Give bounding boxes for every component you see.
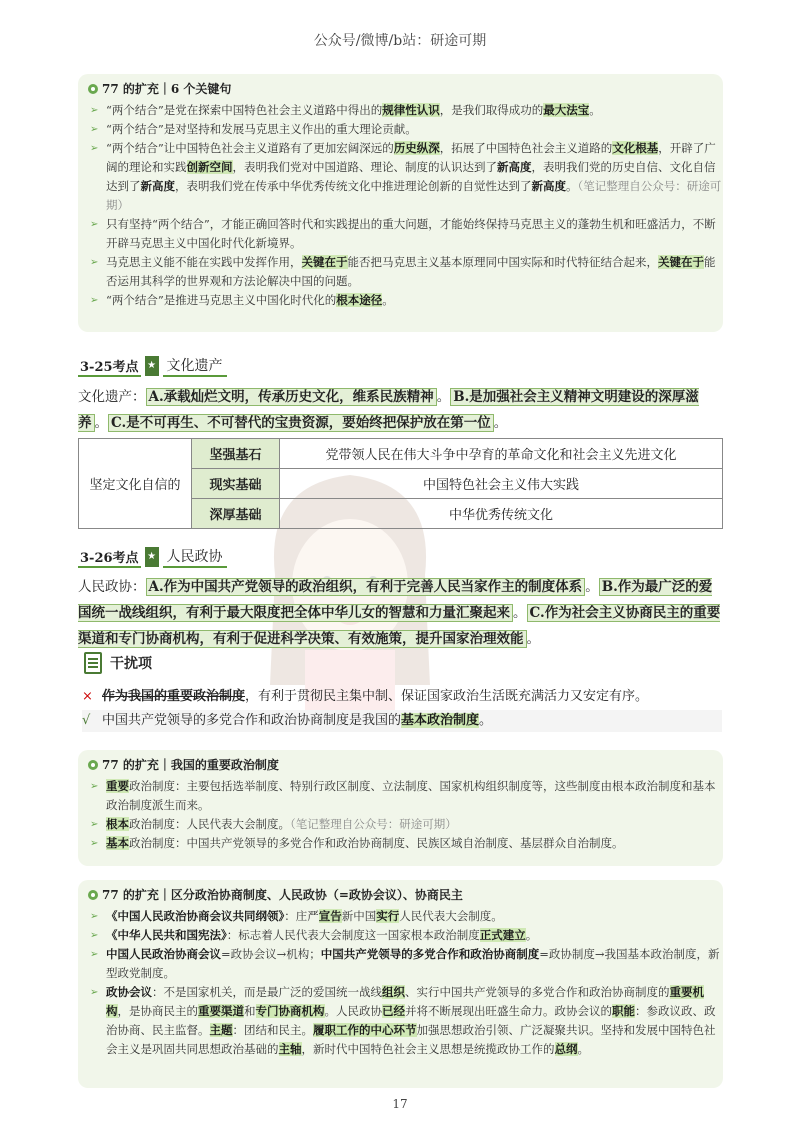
bullet-item — [90, 120, 723, 139]
table-cell-label: 现实基础 — [192, 469, 280, 499]
text-run: 。 — [382, 293, 394, 307]
text-run: 。人民政协 — [324, 1004, 382, 1018]
text-run: 并将不断展现出旺盛生命力。政协会议的 — [405, 1004, 612, 1018]
section-name: 文化遗产 — [163, 355, 227, 377]
highlighted-text: 根本途径 — [336, 293, 383, 307]
cppcc-paragraph — [78, 574, 723, 652]
wrong-statement-text — [102, 689, 648, 704]
location-pin-icon — [88, 84, 98, 94]
text-run: 。 — [585, 579, 599, 595]
section-name: 人民政协 — [163, 546, 227, 568]
highlighted-text: 重要机构 — [106, 985, 704, 1018]
text-run: 。 — [589, 103, 601, 117]
text-run: ：参政议政、政治协商、民主监督。 — [106, 1004, 716, 1037]
highlighted-text: 主轴 — [278, 1042, 302, 1056]
bullet-item — [90, 926, 723, 945]
highlighted-text: 组织 — [382, 985, 405, 999]
text-run: “两个结合”让中国特色社会主义道路有了更加宏阔深远的 — [106, 141, 394, 155]
highlighted-text: 文化根基 — [612, 141, 659, 155]
text-run: 能否运用其科学的世界观和方法论解决中国的问题。 — [106, 255, 716, 288]
highlighted-text: 实行 — [376, 909, 400, 923]
section-tag: 3-25考点 — [78, 356, 141, 377]
text-run: 能否把马克思主义基本原理同中国实际和时代特征结合起来， — [347, 255, 658, 269]
highlighted-text: 履职工作的中心环节 — [313, 1023, 417, 1037]
bold-text: 新高度 — [531, 179, 566, 193]
box-title — [88, 756, 723, 773]
page-header: 公众号/微博/b站：研途可期 — [313, 33, 487, 49]
boxed-key-point: A.承载灿烂文明，传承历史文化，维系民族精神 — [146, 388, 437, 406]
bold-text: 《中华人民共和国宪法》 — [106, 928, 227, 942]
distractor-title: 干扰项 — [110, 656, 152, 672]
box-title — [88, 886, 723, 903]
table-cell-value: 中国特色社会主义伟大实践 — [280, 469, 723, 499]
cultural-confidence-table — [78, 438, 723, 529]
text-run: 中国共产党领导的多党合作和政治协商制度是我国的 — [102, 713, 402, 728]
text-run: 人民政协： — [78, 579, 146, 595]
highlighted-text: 职能 — [612, 1004, 635, 1018]
text-run: ，表明我们党对中国道路、理论、制度的认识达到了 — [232, 160, 497, 174]
text-run: ，新时代中国特色社会主义思想是统揽政协工作的 — [301, 1042, 555, 1056]
text-run: 政治制度：主要包括选举制度、特别行政区制度、立法制度、国家机构组织制度等，这些制度由根本政治制度和基本政治制度派生而来。 — [106, 779, 716, 812]
text-run: =政协制度→我国基本政治制度，新型政党制度。 — [106, 947, 720, 980]
check-icon: √ — [82, 713, 91, 728]
star-icon: ★ — [145, 356, 159, 376]
wrong-statement — [82, 686, 722, 708]
text-run: 、实行中国共产党领导的多党合作和政治协商制度的 — [405, 985, 670, 999]
page-number: 17 — [392, 1097, 408, 1111]
highlighted-text: 关键在于 — [301, 255, 348, 269]
table-row — [79, 439, 723, 469]
highlighted-text: 总纲 — [554, 1042, 578, 1056]
section-heading-3-25 — [78, 355, 227, 377]
expansion-box-political-systems — [78, 750, 723, 866]
highlighted-text: 规律性认识 — [382, 103, 440, 117]
location-pin-icon — [88, 890, 98, 900]
text-run: 。 — [526, 631, 540, 647]
text-run: “两个结合”是党在探索中国特色社会主义道路中得出的 — [106, 103, 383, 117]
text-run: 。 — [94, 415, 108, 431]
note-text: （笔记整理自公众号：研途可期） — [106, 179, 722, 212]
text-run: 政治制度：中国共产党领导的多党合作和政治协商制度、民族区域自治制度、基层群众自治制度。 — [129, 836, 624, 850]
bullet-item — [90, 777, 723, 815]
text-run: 只有坚持“两个结合”，才能正确回答时代和实践提出的重大问题，才能始终保持马克思主义的蓬勃生机和旺盛活力，不断开辟马克思主义中国化时代化新境界。 — [106, 217, 716, 250]
text-run: =政协会议→机构； — [221, 947, 321, 961]
text-run: ：庄严 — [284, 909, 319, 923]
boxed-key-point: B.是加强社会主义精神文明建设的深厚滋养 — [78, 389, 699, 431]
star-icon: ★ — [145, 547, 159, 567]
box-title-text: 77 的扩充｜区分政治协商制度、人民政协（=政协会议）、协商民主 — [102, 888, 463, 902]
cross-icon: × — [82, 689, 93, 704]
bold-text: 中国人民政治协商会议 — [106, 947, 221, 961]
location-pin-icon — [88, 760, 98, 770]
table-row-header: 坚定文化自信的 — [79, 439, 192, 529]
bold-text: 中国共产党领导的多党合作和政治协商制度 — [320, 947, 540, 961]
highlighted-text: 创新空间 — [186, 160, 233, 174]
text-run: ：不是国家机关，而是最广泛的爱国统一战线 — [152, 985, 382, 999]
text-run: “两个结合”是推进马克思主义中国化时代化的 — [106, 293, 337, 307]
table-cell-value: 党带领人民在伟大斗争中孕育的革命文化和社会主义先进文化 — [280, 439, 723, 469]
bold-text: 《中国人民政治协商会议共同纲领》 — [106, 909, 285, 923]
text-run: ，是我们取得成功的 — [439, 103, 544, 117]
text-run: 。 — [577, 1042, 589, 1056]
table-cell-value: 中华优秀传统文化 — [280, 499, 723, 529]
text-run: 。 — [479, 713, 493, 728]
text-run: 和 — [244, 1004, 256, 1018]
highlighted-text: 主题 — [209, 1023, 233, 1037]
bullet-item — [90, 834, 723, 853]
bullet-item — [90, 907, 723, 926]
table-cell-label: 坚强基石 — [192, 439, 280, 469]
text-run: ，开辟了广阔的理论和实践 — [106, 141, 716, 174]
distractor-heading — [84, 652, 152, 674]
text-run: 马克思主义能不能在实践中发挥作用， — [106, 255, 302, 269]
text-run: 。 — [513, 605, 527, 621]
text-run: ，是协商民主的 — [117, 1004, 198, 1018]
text-run: 文化遗产： — [78, 389, 146, 405]
right-statement — [82, 710, 722, 732]
text-run: 。 — [493, 415, 508, 431]
text-run: 。 — [436, 389, 451, 405]
section-heading-3-26 — [78, 546, 227, 568]
text-run: “两个结合”是对坚持和发展马克思主义作出的重大理论贡献。 — [106, 122, 417, 136]
box-title-text: 77 的扩充｜我国的重要政治制度 — [102, 758, 279, 772]
text-run: ，拓展了中国特色社会主义道路的 — [439, 141, 613, 155]
bold-text: 新高度 — [497, 160, 532, 174]
boxed-key-point: A.作为中国共产党领导的政治组织，有利于完善人民当家作主的制度体系 — [146, 578, 586, 596]
boxed-key-point: C.作为社会主义协商民主的重要渠道和专门协商机构，有利于促进科学决策、有效施策，提升国家治理效能 — [78, 605, 721, 647]
highlighted-text: 已经 — [382, 1004, 405, 1018]
table-cell-label: 深厚基础 — [192, 499, 280, 529]
document-icon — [84, 652, 102, 674]
text-run: ：标志着人民代表大会制度这一国家根本政治制度 — [226, 928, 480, 942]
highlighted-text: 正式建立 — [479, 928, 526, 942]
highlighted-text: 宣告 — [318, 909, 342, 923]
highlighted-text: 根本 — [106, 817, 129, 831]
bullet-item — [90, 983, 723, 1059]
highlighted-text: 基本政治制度 — [401, 713, 480, 728]
box-title — [88, 80, 723, 97]
boxed-key-point: C.是不可再生、不可替代的宝贵资源，要始终把保护放在第一位 — [108, 414, 494, 432]
bullet-list — [78, 101, 723, 310]
highlighted-text: 专门协商机构 — [255, 1004, 325, 1018]
text-run: 加强思想政治引领、广泛凝聚共识。坚持和发展中国特色社会主义是巩固共同思想政治基础的 — [106, 1023, 716, 1056]
highlighted-text: 重要渠道 — [198, 1004, 244, 1018]
bold-text: 政协会议 — [106, 985, 152, 999]
text-run: ，表明我们党的历史自信、文化自信达到了 — [106, 160, 716, 193]
section-tag: 3-26考点 — [78, 547, 141, 568]
text-run: 。 — [566, 179, 578, 193]
bold-text: 新高度 — [140, 179, 175, 193]
cultural-heritage-paragraph — [78, 384, 723, 436]
highlighted-text: 基本 — [106, 836, 129, 850]
bullet-item — [90, 291, 723, 310]
note-text: （笔记整理自公众号：研途可期） — [290, 817, 457, 831]
bullet-list — [78, 907, 723, 1059]
right-statement-text — [102, 713, 492, 728]
text-run: ，表明我们党在传承中华优秀传统文化中推进理论创新的自觉性达到了 — [175, 179, 532, 193]
highlighted-text: 最大法宝 — [543, 103, 590, 117]
boxed-key-point: B.作为最广泛的爱国统一战线组织，有利于最大限度把全体中华儿女的智慧和力量汇聚起来 — [78, 579, 713, 621]
bullet-list — [78, 777, 723, 853]
highlighted-text: 关键在于 — [658, 255, 704, 269]
bullet-item — [90, 139, 723, 215]
highlighted-text: 历史纵深 — [393, 141, 440, 155]
bullet-item — [90, 215, 723, 253]
text-run: 政治制度：人民代表大会制度。 — [129, 817, 290, 831]
bullet-item — [90, 253, 723, 291]
expansion-box-distinguish-cppcc — [78, 880, 723, 1088]
text-run: ，有利于贯彻民主集中制、保证国家政治生活既充满活力又安定有序。 — [245, 689, 649, 704]
highlighted-text: 重要 — [106, 779, 129, 793]
bullet-item — [90, 815, 723, 834]
bullet-item — [90, 945, 723, 983]
text-run: 人民代表大会制度。 — [399, 909, 503, 923]
text-run: ：团结和民主。 — [232, 1023, 313, 1037]
bullet-item — [90, 101, 723, 120]
box-title-text: 77 的扩充｜6 个关键句 — [102, 82, 232, 96]
expansion-box-key-sentences — [78, 74, 723, 332]
text-run: 新中国 — [341, 909, 377, 923]
struck-text: 作为我国的重要政治制度 — [102, 689, 246, 704]
text-run: 。 — [525, 928, 538, 942]
